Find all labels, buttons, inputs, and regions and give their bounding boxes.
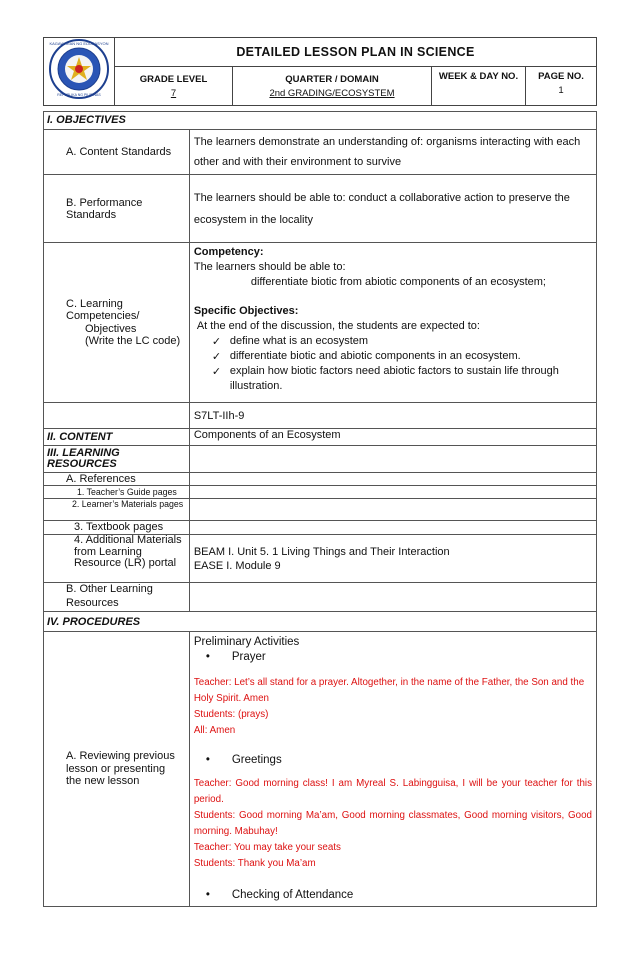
greetings-dialogue [194, 776, 592, 872]
week-day-cell [432, 67, 526, 106]
quarter-domain-value: 2nd GRADING/ECOSYSTEM [269, 87, 395, 99]
list-item: ✓ differentiate biotic and abiotic components in an ecosystem. [212, 349, 592, 364]
lc-label-line1: C. Learning Competencies/ [66, 297, 140, 322]
lesson-plan-table [43, 111, 597, 907]
specific-objectives-heading: Specific Objectives: [193, 305, 299, 317]
content-text: Components of an Ecosystem [189, 429, 596, 446]
document-title: DETAILED LESSON PLAN IN SCIENCE [115, 38, 597, 67]
dialogue-line: Students: Good morning Ma’am, Good morning classmates, Good morning visitors, Good morning. Mabuhay! [193, 810, 592, 837]
greetings-bullet: • Greetings [194, 753, 592, 768]
list-item: ✓ define what is an ecosystem [212, 334, 592, 349]
grade-level-value: 7 [170, 87, 177, 99]
content-heading: II. CONTENT [44, 429, 190, 446]
objectives-heading: I. OBJECTIVES [44, 112, 597, 130]
svg-text:REPUBLIKA NG PILIPINAS: REPUBLIKA NG PILIPINAS [57, 93, 101, 97]
competency-text: differentiate biotic from abiotic components of an ecosystem; [250, 276, 546, 288]
svg-text:KAGAWARAN NG EDUKASYON: KAGAWARAN NG EDUKASYON [49, 41, 109, 46]
other-resources-label: B. Other Learning Resources [44, 583, 190, 612]
dialogue-line: Students: (prays) [193, 709, 269, 720]
prayer-bullet: • Prayer [194, 650, 592, 665]
quarter-domain-cell [233, 67, 432, 106]
specific-objectives-intro: At the end of the discussion, the students are expected to: [196, 320, 480, 332]
lc-label-line3: (Write the LC code) [85, 335, 181, 347]
grade-level-cell [115, 67, 233, 106]
content-standards-label: A. Content Standards [44, 130, 190, 175]
learners-materials-label: 2. Learner’s Materials pages [44, 499, 190, 521]
page-no-label: PAGE NO. [538, 71, 584, 83]
lc-label-line2: Objectives [85, 322, 137, 335]
additional-line-1: BEAM I. Unit 5. 1 Living Things and Their Interaction [193, 545, 450, 558]
prayer-dialogue [194, 675, 592, 739]
competency-block [189, 243, 596, 403]
performance-standards-label: B. Performance Standards [44, 175, 190, 243]
attendance-bullet: • Checking of Attendance [194, 888, 592, 903]
dialogue-line: All: Amen [193, 725, 236, 736]
competency-intro: The learners should be able to: [193, 261, 346, 273]
procedures-heading: IV. PROCEDURES [44, 612, 597, 632]
textbook-pages-label: 3. Textbook pages [44, 521, 190, 535]
learning-resources-heading: III. LEARNING RESOURCES [44, 446, 190, 473]
additional-materials-text [189, 535, 596, 583]
additional-line-2: EASE I. Module 9 [193, 559, 281, 572]
teachers-guide-label: 1. Teacher’s Guide pages [44, 486, 190, 499]
reviewing-lesson-content [189, 632, 596, 907]
content-standards-text: The learners demonstrate an understanding of: organisms interacting with each other and with their environment to survive [189, 130, 596, 175]
reviewing-lesson-label: A. Reviewing previous lesson or presenting the new lesson [44, 632, 190, 907]
grade-level-label: GRADE LEVEL [139, 73, 208, 85]
lc-code: S7LT-IIh-9 [189, 403, 596, 429]
dialogue-line: Teacher: Let’s all stand for a prayer. Altogether, in the name of the Father, the Son and the Holy Spirit. Amen [193, 677, 585, 704]
deped-seal [44, 38, 115, 106]
dialogue-line: Teacher: Good morning class! I am Myreal S. Labingguisa, I will be your teacher for this period. [193, 778, 592, 805]
preliminary-activities: Preliminary Activities [193, 636, 300, 648]
references-label: A. References [44, 473, 190, 486]
performance-standards-text: The learners should be able to: conduct a collaborative action to preserve the ecosystem in the locality [189, 175, 596, 243]
page-no-value: 1 [558, 85, 564, 97]
week-day-label: WEEK & DAY NO. [438, 71, 519, 83]
dialogue-line: Teacher: You may take your seats [193, 842, 341, 853]
learning-competencies-label [44, 243, 190, 403]
quarter-domain-label: QUARTER / DOMAIN [285, 73, 379, 85]
deped-seal-icon [48, 38, 110, 100]
additional-materials-label: 4. Additional Materials from Learning Resource (LR) portal [44, 535, 190, 583]
list-item: ✓ explain how biotic factors need abiotic factors to sustain life through illustration. [212, 364, 592, 394]
specific-objectives-list [194, 334, 592, 394]
header-table [43, 37, 597, 106]
page-no-cell [526, 67, 597, 106]
competency-heading: Competency: [193, 246, 264, 258]
dialogue-line: Students: Thank you Ma’am [193, 858, 316, 869]
